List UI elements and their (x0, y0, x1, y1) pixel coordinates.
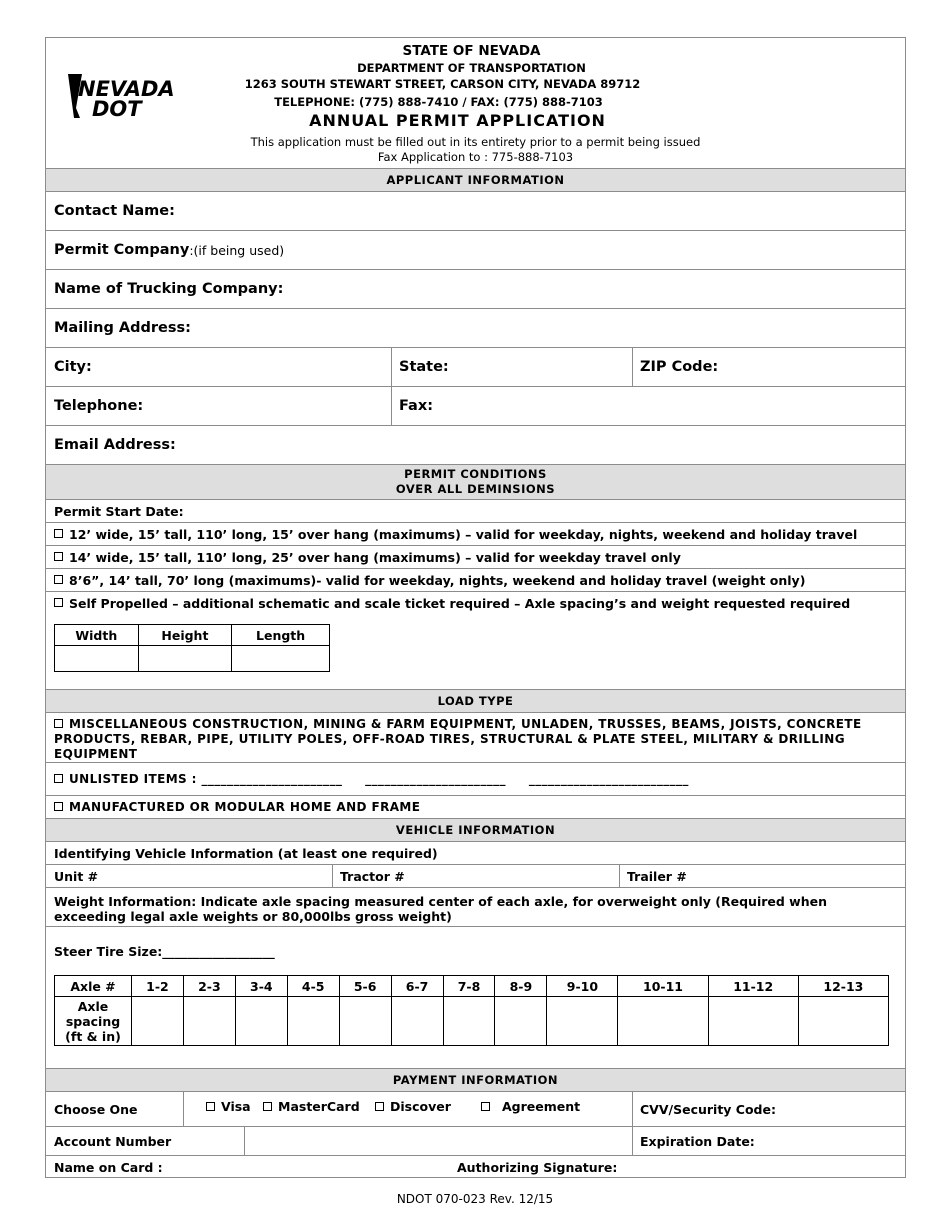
conditions-section-header (46, 464, 905, 499)
condition-option-label: 12’ wide, 15’ tall, 110’ long, 15’ over hang (maximums) – valid for weekday, nights, weekend and holiday travel (69, 526, 858, 542)
permit-company-note: :(if being used) (189, 242, 285, 258)
dims-header-length: Length (232, 625, 330, 646)
cvv-field[interactable] (632, 1092, 905, 1126)
axle-spacing-input[interactable] (132, 997, 184, 1046)
mailing-address-label: Mailing Address: (54, 320, 191, 336)
telephone-field[interactable] (46, 387, 391, 425)
expiration-field[interactable] (632, 1127, 905, 1155)
axle-label: 4-5 (287, 976, 339, 997)
checkbox[interactable] (54, 802, 63, 811)
axle-spacing-input[interactable] (339, 997, 391, 1046)
mastercard-option[interactable] (263, 1099, 360, 1114)
agreement-label: Agreement (502, 1099, 581, 1114)
logo-text-dot: DOT (92, 97, 142, 121)
name-on-card-field[interactable] (46, 1156, 346, 1178)
header-phone-fax: TELEPHONE: (775) 888-7410 / FAX: (775) 888-7103 (274, 95, 603, 109)
name-on-card-label: Name on Card : (54, 1159, 163, 1175)
mailing-address-field[interactable] (46, 308, 905, 347)
load-type-section-header: LOAD TYPE (46, 689, 905, 712)
start-date-label: Permit Start Date: (54, 503, 184, 519)
condition-option-3[interactable] (46, 568, 905, 591)
condition-option-label: 14’ wide, 15’ tall, 110’ long, 25’ over hang (maximums) – valid for weekday travel only (69, 549, 681, 565)
checkbox[interactable] (54, 774, 63, 783)
axle-spacing-input[interactable] (391, 997, 443, 1046)
state-field[interactable] (391, 348, 632, 386)
dims-header-height: Height (138, 625, 232, 646)
load-misc-option[interactable] (46, 712, 905, 762)
name-signature-row (46, 1155, 905, 1178)
conditions-title-2: OVER ALL DEMINSIONS (395, 482, 556, 496)
axle-label: 5-6 (339, 976, 391, 997)
axle-label: 1-2 (132, 976, 184, 997)
axle-spacing-input[interactable] (183, 997, 235, 1046)
header-state: STATE OF NEVADA (402, 43, 541, 59)
choose-one-label: Choose One (54, 1101, 138, 1117)
identifying-vehicle-label: Identifying Vehicle Information (at least one required) (54, 845, 438, 861)
steer-tire-field[interactable]: Steer Tire Size:__________________ (54, 944, 275, 959)
condition-option-1[interactable] (46, 522, 905, 545)
axle-spacing-input[interactable] (708, 997, 798, 1046)
checkbox[interactable] (206, 1102, 215, 1111)
permit-company-field[interactable] (46, 230, 905, 269)
axle-spacing-input[interactable] (235, 997, 287, 1046)
conditions-title-1: PERMIT CONDITIONS (404, 467, 547, 481)
axle-spacing-input[interactable] (798, 997, 888, 1046)
unit-field[interactable] (46, 865, 332, 887)
permit-application-form (45, 37, 906, 1178)
dims-header-width: Width (55, 625, 139, 646)
weight-info-label: Weight Information: Indicate axle spacing measured center of each axle, for overweight only (Required when exceeding legal axle weights or 80,000lbs gross weight) (54, 894, 828, 924)
tractor-label: Tractor # (340, 868, 405, 884)
visa-label: Visa (221, 1099, 251, 1114)
unit-tractor-trailer-row (46, 864, 905, 887)
email-field[interactable] (46, 425, 905, 464)
condition-option-label: Self Propelled – additional schematic and scale ticket required – Axle spacing’s and weight requested required (69, 595, 851, 611)
vehicle-section-header: VEHICLE INFORMATION (46, 818, 905, 841)
signature-field[interactable] (449, 1156, 905, 1178)
permit-company-label (46, 231, 284, 269)
city-label: City: (54, 359, 92, 375)
cvv-label: CVV/Security Code: (640, 1101, 776, 1117)
checkbox[interactable] (54, 575, 63, 584)
axle-header: Axle # (55, 976, 132, 997)
checkbox[interactable] (54, 552, 63, 561)
permit-company-text: Permit Company (54, 242, 190, 258)
telephone-label: Telephone: (54, 398, 144, 414)
account-row (46, 1126, 905, 1155)
condition-option-2[interactable] (46, 545, 905, 568)
mastercard-label: MasterCard (278, 1099, 360, 1114)
form-number-footer: NDOT 070-023 Rev. 12/15 (396, 1192, 554, 1206)
identifying-vehicle-row (46, 841, 905, 864)
load-unlisted-label: UNLISTED ITEMS : ______________________ ______________________ _________________________ (69, 772, 689, 786)
logo-text-nevada: NEVADA (78, 77, 175, 101)
trucking-company-field[interactable] (46, 269, 905, 308)
load-manufactured-option[interactable] (46, 795, 905, 818)
payment-section-header: PAYMENT INFORMATION (46, 1068, 905, 1091)
discover-option[interactable] (375, 1099, 451, 1114)
city-state-zip-row (46, 347, 905, 386)
unit-label: Unit # (54, 868, 99, 884)
visa-option[interactable] (206, 1099, 251, 1114)
checkbox[interactable] (375, 1102, 384, 1111)
axle-label: 3-4 (235, 976, 287, 997)
load-unlisted-option[interactable] (46, 762, 905, 795)
checkbox[interactable] (54, 529, 63, 538)
signature-label: Authorizing Signature: (457, 1159, 618, 1175)
header-note: This application must be filled out in its entirety prior to a permit being issued (250, 135, 701, 149)
axle-label: 11-12 (708, 976, 798, 997)
axle-label: 7-8 (443, 976, 495, 997)
axle-label: 9-10 (547, 976, 618, 997)
axle-spacing-input[interactable] (287, 997, 339, 1046)
checkbox[interactable] (481, 1102, 490, 1111)
axle-label: 12-13 (798, 976, 888, 997)
zip-field[interactable] (632, 348, 905, 386)
checkbox[interactable] (54, 719, 63, 728)
axle-label: 10-11 (618, 976, 708, 997)
account-number-input[interactable] (244, 1127, 632, 1155)
height-input[interactable] (138, 646, 232, 672)
axle-label: 2-3 (183, 976, 235, 997)
discover-label: Discover (390, 1099, 451, 1114)
city-field[interactable] (46, 348, 391, 386)
length-input[interactable] (232, 646, 330, 672)
email-label: Email Address: (54, 437, 176, 453)
contact-name-label: Contact Name: (54, 203, 175, 219)
dimensions-table (54, 624, 330, 672)
header-department: DEPARTMENT OF TRANSPORTATION (357, 61, 586, 75)
axle-label: 6-7 (391, 976, 443, 997)
form-header (46, 38, 905, 168)
axle-label: 8-9 (495, 976, 547, 997)
account-number-label: Account Number (54, 1133, 172, 1149)
fax-field[interactable] (391, 387, 905, 425)
zip-label: ZIP Code: (640, 359, 719, 375)
axle-spacing-label: Axle spacing (ft & in) (55, 997, 132, 1046)
condition-option-label: 8’6”, 14’ tall, 70’ long (maximums)- valid for weekday, nights, weekend and holiday travel (weight only) (69, 572, 806, 588)
axle-spacing-input[interactable] (547, 997, 618, 1046)
weight-info-row (46, 887, 905, 926)
applicant-section-header: APPLICANT INFORMATION (46, 168, 905, 191)
header-address: 1263 SOUTH STEWART STREET, CARSON CITY, NEVADA 89712 (244, 77, 641, 91)
trailer-field[interactable] (619, 865, 905, 887)
trucking-company-label: Name of Trucking Company: (54, 281, 284, 297)
load-manufactured-label: MANUFACTURED OR MODULAR HOME AND FRAME (69, 800, 421, 814)
axle-table (54, 975, 889, 1046)
expiration-label: Expiration Date: (640, 1133, 755, 1149)
state-label: State: (399, 359, 449, 375)
axle-spacing-input[interactable] (443, 997, 495, 1046)
axle-spacing-input[interactable] (618, 997, 708, 1046)
telephone-fax-row (46, 386, 905, 425)
axle-spacing-input[interactable] (495, 997, 547, 1046)
condition-option-4[interactable] (46, 591, 905, 689)
contact-name-field[interactable] (46, 191, 905, 230)
page-title: ANNUAL PERMIT APPLICATION (309, 111, 606, 130)
trailer-label: Trailer # (627, 868, 687, 884)
start-date-field[interactable] (46, 499, 905, 522)
checkbox[interactable] (54, 598, 63, 607)
axle-section (46, 926, 905, 1068)
checkbox[interactable] (263, 1102, 272, 1111)
load-misc-label: MISCELLANEOUS CONSTRUCTION, MINING & FARM EQUIPMENT, UNLADEN, TRUSSES, BEAMS, JOISTS, CONCRETE PRODUCTS, REBAR, PIPE, UTILITY POLES, OFF-ROAD TIRES, STRUCTURAL & PLATE STEEL, MILITARY & DRILLING EQUIPMENT (54, 717, 862, 761)
payment-choice-row (46, 1091, 905, 1126)
fax-label: Fax: (399, 398, 433, 414)
agreement-option[interactable] (481, 1099, 580, 1114)
header-fax-note: Fax Application to : 775-888-7103 (377, 150, 574, 164)
width-input[interactable] (55, 646, 139, 672)
tractor-field[interactable] (332, 865, 619, 887)
